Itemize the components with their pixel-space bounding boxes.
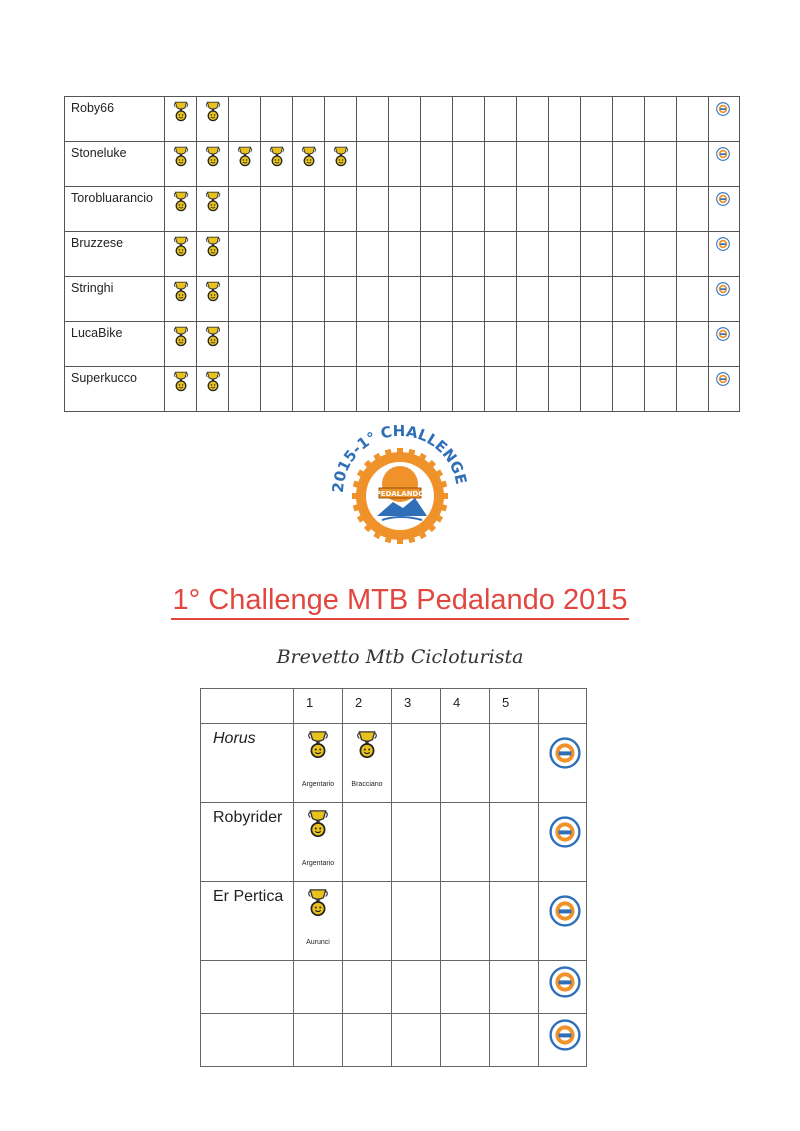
stage-cell	[293, 187, 325, 232]
stage-cell	[421, 97, 453, 142]
logo-arc-text: 2015-1° CHALLENGE	[328, 421, 471, 494]
stage-cell	[517, 367, 549, 412]
rider-name: Stoneluke	[65, 142, 165, 187]
stage-cell	[441, 1014, 490, 1067]
stage-cell	[392, 961, 441, 1014]
trophy-icon	[307, 729, 329, 764]
stage-cell	[165, 322, 197, 367]
trophy-icon	[173, 145, 189, 172]
trophy-icon	[205, 145, 221, 172]
stage-cell	[165, 142, 197, 187]
rider-name: Superkucco	[65, 367, 165, 412]
stage-cell	[517, 322, 549, 367]
stage-cell	[517, 277, 549, 322]
challenge-badge-cell	[709, 97, 740, 142]
stage-cell	[677, 277, 709, 322]
standings-row	[65, 232, 740, 277]
stage-cell	[441, 882, 490, 961]
stage-cell	[197, 142, 229, 187]
stage-cell	[294, 882, 343, 961]
stage-cell	[343, 724, 392, 803]
challenge-badge-icon	[716, 282, 730, 301]
column-header	[294, 689, 343, 724]
challenge-badge-icon	[549, 737, 581, 774]
column-number: 3	[404, 695, 412, 710]
stage-cell	[581, 322, 613, 367]
stage-cell	[441, 961, 490, 1014]
stage-cell	[261, 367, 293, 412]
stage-cell	[421, 322, 453, 367]
stage-cell	[325, 322, 357, 367]
stage-cell	[581, 97, 613, 142]
stage-cell	[677, 232, 709, 277]
stage-cell	[325, 232, 357, 277]
stage-cell	[197, 322, 229, 367]
column-number: 5	[502, 695, 510, 710]
stage-cell	[485, 232, 517, 277]
stage-cell	[485, 97, 517, 142]
rider-name: Horus	[201, 724, 294, 803]
stage-cell	[645, 277, 677, 322]
stage-cell	[357, 97, 389, 142]
stage-cell	[517, 97, 549, 142]
stage-cell	[485, 187, 517, 232]
challenge-badge-icon	[716, 192, 730, 211]
header-name-cell	[201, 689, 294, 724]
stage-cell	[165, 97, 197, 142]
trophy-icon	[307, 808, 329, 843]
challenge-badge-icon	[716, 327, 730, 346]
stage-cell	[357, 142, 389, 187]
trophy-icon	[205, 325, 221, 352]
stage-cell	[517, 142, 549, 187]
stage-cell	[490, 724, 539, 803]
trophy-icon	[269, 145, 285, 172]
stage-cell	[261, 277, 293, 322]
stage-cell	[453, 277, 485, 322]
stage-cell	[294, 803, 343, 882]
standings-row	[65, 322, 740, 367]
stage-cell	[197, 187, 229, 232]
stage-cell	[389, 187, 421, 232]
stage-cell	[581, 367, 613, 412]
stage-cell	[677, 367, 709, 412]
stage-cell	[293, 367, 325, 412]
stage-cell	[294, 724, 343, 803]
stage-cell	[453, 367, 485, 412]
stage-cell	[197, 232, 229, 277]
stage-cell	[485, 367, 517, 412]
stage-cell	[389, 367, 421, 412]
standings-row	[65, 277, 740, 322]
standings-row	[65, 97, 740, 142]
trophy-icon	[205, 370, 221, 397]
stage-cell	[343, 961, 392, 1014]
stage-cell	[485, 142, 517, 187]
standings-row	[65, 367, 740, 412]
standings-row	[65, 187, 740, 232]
stage-cell	[490, 961, 539, 1014]
stage-cell	[549, 367, 581, 412]
brevetto-row	[201, 1014, 587, 1067]
stage-cell	[325, 367, 357, 412]
stage-cell	[453, 142, 485, 187]
stage-cell	[197, 97, 229, 142]
stage-cell	[581, 142, 613, 187]
brevetto-row	[201, 961, 587, 1014]
stage-cell	[165, 367, 197, 412]
challenge-logo	[327, 420, 473, 571]
challenge-badge-cell	[539, 803, 587, 882]
stage-cell	[490, 1014, 539, 1067]
stage-cell	[392, 803, 441, 882]
stage-cell	[645, 322, 677, 367]
stage-cell	[421, 142, 453, 187]
brevetto-row	[201, 803, 587, 882]
column-number: 4	[453, 695, 461, 710]
stage-cell	[165, 277, 197, 322]
column-header	[490, 689, 539, 724]
stage-cell	[441, 724, 490, 803]
stage-cell	[325, 97, 357, 142]
trophy-icon	[205, 190, 221, 217]
stage-cell	[197, 277, 229, 322]
stage-cell	[421, 277, 453, 322]
stage-cell	[581, 232, 613, 277]
stage-cell	[645, 97, 677, 142]
challenge-badge-cell	[709, 187, 740, 232]
stage-cell	[549, 277, 581, 322]
stage-cell	[549, 97, 581, 142]
rider-name: Robyrider	[201, 803, 294, 882]
stage-cell	[325, 142, 357, 187]
stage-cell	[421, 367, 453, 412]
stage-cell	[581, 277, 613, 322]
rider-name: Roby66	[65, 97, 165, 142]
stage-cell	[485, 322, 517, 367]
challenge-badge-cell	[709, 367, 740, 412]
stage-cell	[490, 803, 539, 882]
stage-cell	[613, 322, 645, 367]
stage-cell	[343, 882, 392, 961]
venue-label: Bracciano	[351, 781, 383, 788]
stage-cell	[261, 322, 293, 367]
page-subtitle: Brevetto Mtb Cicloturista	[276, 646, 524, 668]
stage-cell	[229, 97, 261, 142]
stage-cell	[613, 232, 645, 277]
trophy-icon	[205, 280, 221, 307]
trophy-icon	[173, 370, 189, 397]
stage-cell	[357, 322, 389, 367]
stage-cell	[581, 187, 613, 232]
challenge-badge-icon	[549, 895, 581, 932]
stage-cell	[343, 803, 392, 882]
trophy-icon	[301, 145, 317, 172]
trophy-icon	[356, 729, 378, 764]
rider-name: LucaBike	[65, 322, 165, 367]
standings-row	[65, 142, 740, 187]
venue-label: Aurunci	[306, 939, 330, 946]
stage-cell	[357, 232, 389, 277]
column-number: 1	[306, 695, 314, 710]
rider-name: Bruzzese	[65, 232, 165, 277]
stage-cell	[613, 187, 645, 232]
stage-cell	[325, 187, 357, 232]
venue-label: Argentario	[301, 781, 335, 788]
logo-center-text: PEDALANDO	[375, 490, 425, 498]
stage-cell	[613, 367, 645, 412]
rider-name: Stringhi	[65, 277, 165, 322]
stage-cell	[490, 882, 539, 961]
challenge-badge-cell	[709, 322, 740, 367]
stage-cell	[343, 1014, 392, 1067]
stage-cell	[549, 187, 581, 232]
stage-cell	[293, 277, 325, 322]
stage-cell	[485, 277, 517, 322]
stage-cell	[677, 97, 709, 142]
stage-cell	[293, 142, 325, 187]
stage-cell	[261, 142, 293, 187]
stage-cell	[677, 142, 709, 187]
header-row	[201, 689, 587, 724]
challenge-badge-icon	[716, 372, 730, 391]
challenge-badge-icon	[549, 816, 581, 853]
challenge-badge-icon	[716, 237, 730, 256]
stage-cell	[261, 232, 293, 277]
page-title: 1° Challenge MTB Pedalando 2015	[0, 582, 800, 620]
rider-name: Torobluarancio	[65, 187, 165, 232]
challenge-badge-icon	[716, 147, 730, 166]
brevetto-table	[200, 688, 587, 1067]
stage-cell	[294, 961, 343, 1014]
stage-cell	[453, 187, 485, 232]
trophy-icon	[333, 145, 349, 172]
column-header	[441, 689, 490, 724]
rider-name: Er Pertica	[201, 882, 294, 961]
venue-label: Argentario	[301, 860, 335, 867]
stage-cell	[613, 97, 645, 142]
challenge-badge-cell	[709, 277, 740, 322]
trophy-icon	[205, 100, 221, 127]
stage-cell	[293, 232, 325, 277]
challenge-badge-cell	[539, 724, 587, 803]
stage-cell	[229, 367, 261, 412]
stage-cell	[261, 97, 293, 142]
stage-cell	[229, 232, 261, 277]
stage-cell	[645, 142, 677, 187]
trophy-icon	[173, 235, 189, 262]
column-number: 2	[355, 695, 363, 710]
stage-cell	[392, 1014, 441, 1067]
stage-cell	[229, 142, 261, 187]
stage-cell	[165, 187, 197, 232]
stage-cell	[549, 232, 581, 277]
stage-cell	[677, 187, 709, 232]
challenge-badge-icon	[549, 966, 581, 1003]
stage-cell	[613, 277, 645, 322]
stage-cell	[261, 187, 293, 232]
column-header	[343, 689, 392, 724]
stage-cell	[357, 277, 389, 322]
rider-name	[201, 1014, 294, 1067]
upper-standings-table	[64, 96, 740, 412]
challenge-badge-cell	[539, 961, 587, 1014]
stage-cell	[645, 232, 677, 277]
trophy-icon	[173, 100, 189, 127]
stage-cell	[441, 803, 490, 882]
stage-cell	[549, 142, 581, 187]
stage-cell	[677, 322, 709, 367]
stage-cell	[389, 322, 421, 367]
header-badge-cell	[539, 689, 587, 724]
trophy-icon	[173, 325, 189, 352]
challenge-badge-cell	[709, 142, 740, 187]
stage-cell	[453, 232, 485, 277]
stage-cell	[613, 142, 645, 187]
stage-cell	[165, 232, 197, 277]
stage-cell	[293, 322, 325, 367]
stage-cell	[294, 1014, 343, 1067]
stage-cell	[517, 187, 549, 232]
stage-cell	[421, 187, 453, 232]
stage-cell	[357, 367, 389, 412]
stage-cell	[453, 322, 485, 367]
brevetto-row	[201, 882, 587, 961]
challenge-badge-icon	[716, 102, 730, 121]
trophy-icon	[205, 235, 221, 262]
stage-cell	[421, 232, 453, 277]
challenge-badge-cell	[539, 1014, 587, 1067]
brevetto-row	[201, 724, 587, 803]
trophy-icon	[173, 280, 189, 307]
stage-cell	[357, 187, 389, 232]
stage-cell	[293, 97, 325, 142]
stage-cell	[453, 97, 485, 142]
stage-cell	[549, 322, 581, 367]
stage-cell	[392, 882, 441, 961]
stage-cell	[389, 97, 421, 142]
stage-cell	[229, 322, 261, 367]
stage-cell	[229, 277, 261, 322]
challenge-badge-cell	[539, 882, 587, 961]
stage-cell	[197, 367, 229, 412]
stage-cell	[392, 724, 441, 803]
trophy-icon	[173, 190, 189, 217]
column-header	[392, 689, 441, 724]
stage-cell	[645, 187, 677, 232]
stage-cell	[389, 277, 421, 322]
trophy-icon	[237, 145, 253, 172]
challenge-badge-cell	[709, 232, 740, 277]
stage-cell	[645, 367, 677, 412]
stage-cell	[517, 232, 549, 277]
rider-name	[201, 961, 294, 1014]
stage-cell	[389, 142, 421, 187]
stage-cell	[229, 187, 261, 232]
trophy-icon	[307, 887, 329, 922]
stage-cell	[389, 232, 421, 277]
challenge-badge-icon	[549, 1019, 581, 1056]
stage-cell	[325, 277, 357, 322]
